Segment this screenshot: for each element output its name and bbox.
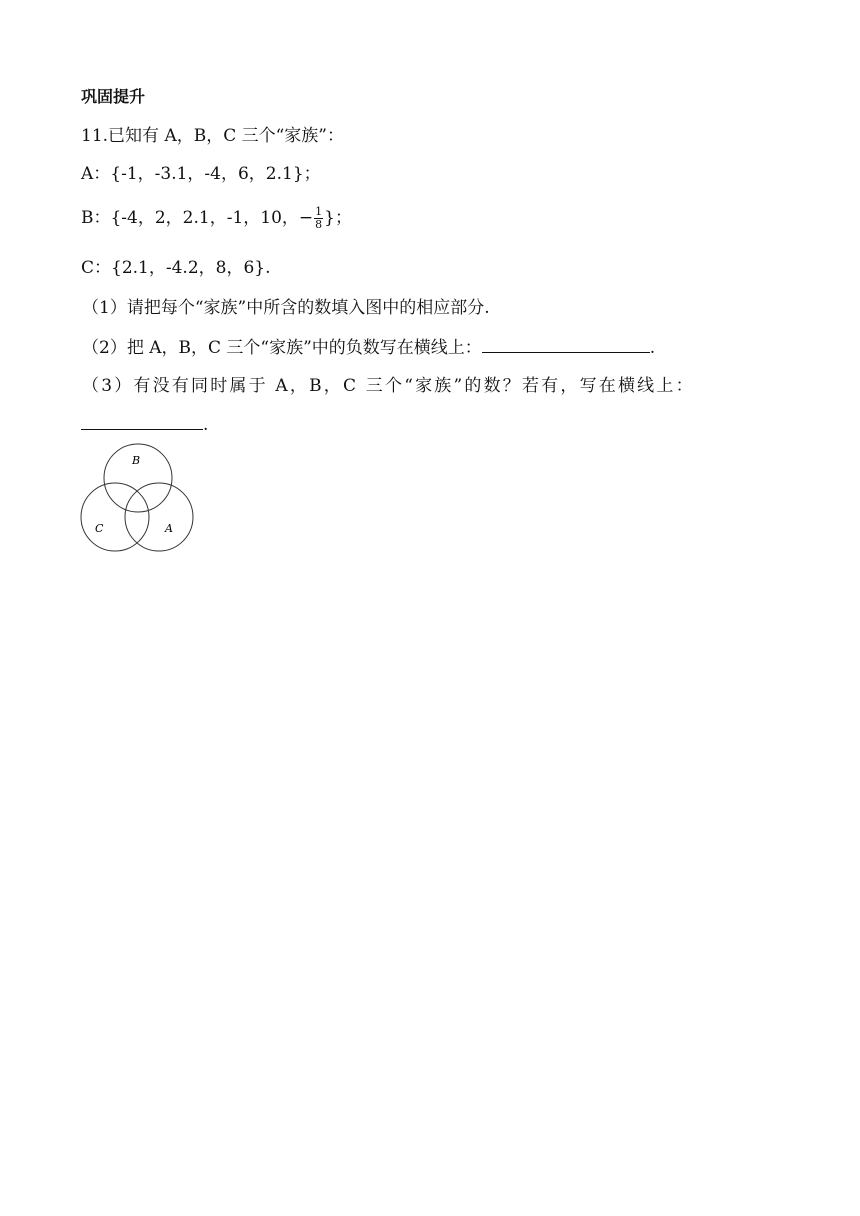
venn-label-c: C [95, 522, 104, 535]
circle-c [81, 483, 149, 551]
answer-blank-2[interactable] [482, 336, 650, 353]
question-2-end: . [649, 338, 656, 358]
question-3-end: . [203, 415, 209, 435]
question-3-answer-line [81, 413, 208, 436]
question-1: （1）请把每个“家族”中所含的数填入图中的相应部分. [82, 298, 490, 318]
venn-label-b: B [132, 454, 141, 467]
problem-stem: 11.已知有 A，B，C 三个“家族”： [81, 126, 345, 146]
question-2-text: （2）把 A，B，C 三个“家族”中的负数写在横线上： [82, 338, 482, 358]
venn-label-a: A [165, 522, 173, 535]
set-b-prefix: B：{-4，2，2.1，-1，10， [81, 208, 299, 228]
section-title: 巩固提升 [81, 87, 146, 106]
fraction [314, 206, 323, 231]
set-b [81, 206, 352, 231]
question-2 [82, 336, 655, 359]
set-c: C：{2.1，-4.2，8，6}. [81, 258, 271, 278]
question-3: （3）有没有同时属于 A，B，C 三个“家族”的数？若有，写在横线上： [82, 376, 695, 396]
set-b-suffix: }； [324, 208, 352, 228]
fraction-minus: − [298, 208, 314, 228]
circle-a [125, 483, 193, 551]
fraction-denominator: 8 [315, 218, 323, 231]
fraction-numerator: 1 [315, 205, 323, 218]
set-a: A：{-1，-3.1，-4，6，2.1}； [81, 164, 321, 184]
answer-blank-3[interactable] [81, 413, 203, 430]
venn-diagram [76, 440, 200, 556]
